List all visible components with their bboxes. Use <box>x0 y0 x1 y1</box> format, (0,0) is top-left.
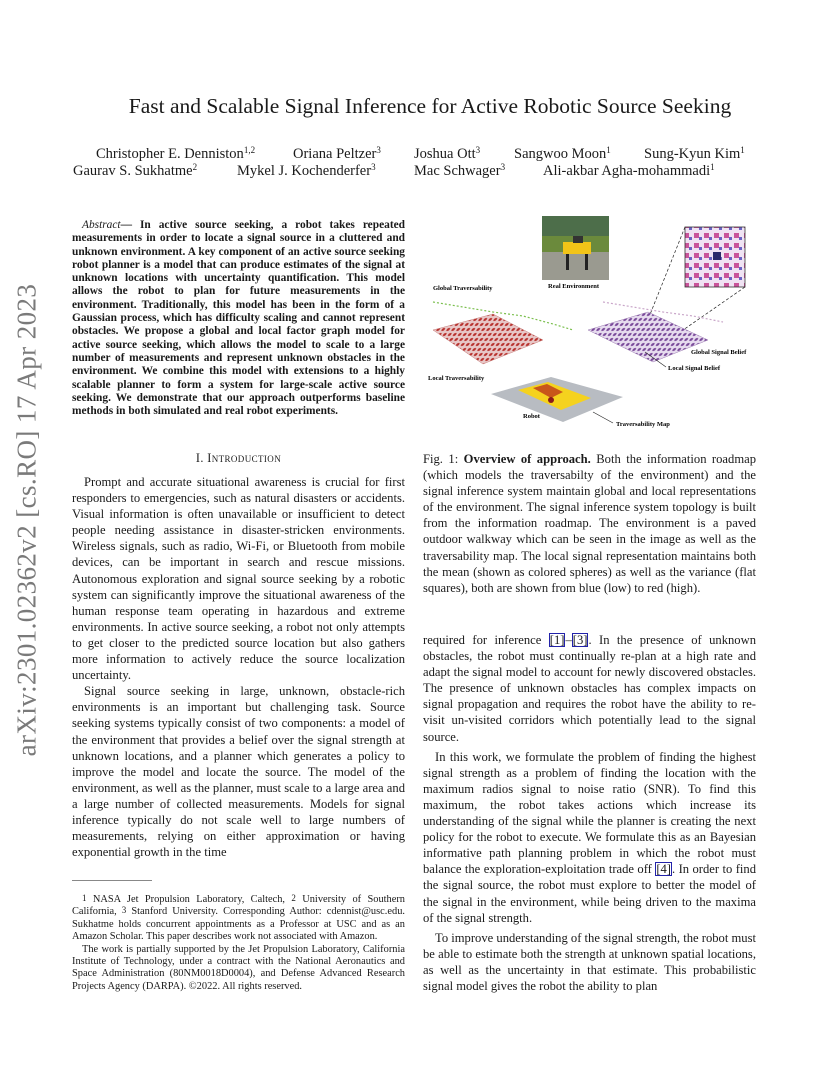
label-traversability-map: Traversability Map <box>616 421 670 428</box>
footnote-rule <box>72 880 152 881</box>
author: Mykel J. Kochenderfer$^3$ <box>237 162 376 179</box>
author: Oriana Peltzer$^3$ <box>293 145 381 162</box>
arxiv-stamp <box>6 280 48 760</box>
section-heading: I. Introduction <box>195 451 282 465</box>
citation-link[interactable]: [3] <box>572 633 588 647</box>
abstract: Abstract— In active source seeking, a robot takes repeated measurements in order to locate a signal source in a cluttered and unknown environment. A key component of an active source seeking robot planner is a model that can produce estimates of the signal at unknown locations with uncertainty quantification. This model allows the robot to plan for future measurements in the environment. Traditionally, this model has been in the form of a Gaussian process, which has difficulty scaling and cannot represent obstacles. We propose a global and local factor graph model for active source seeking, which allows the model to scale to a large number of measurements and represent unknown obstacles in the environment. We combine this model with extensions to a highly scalable planner to form a system for large-scale active source seeking. We demonstrate that our approach outperforms baseline methods in both simulated and real robot experiments. <box>72 219 405 418</box>
label-robot: Robot <box>523 413 540 420</box>
paragraph: required for inference [1]–[3]. In the presence of unknown obstacles, the robot must continually re-plan at a high rate and adapt the signal model to account for newly discovered obstacles. The presence of unknown obstacles has complex impacts on signal propagation and requires the robot have the ability to re-visit un-visited corridors which potentially lead to the signal source. <box>423 633 756 744</box>
label-local-traversability: Local Traversability <box>428 375 485 382</box>
real-environment-photo <box>542 216 609 280</box>
citation-link[interactable]: [4] <box>656 862 671 877</box>
paragraph: To improve understanding of the signal strength, the robot must be able to estimate both the strength at unknown spatial locations, as well as the uncertainty in that estimate. This probabilistic signal model gives the robot the ability to plan <box>423 930 756 993</box>
arxiv-id: arXiv:2301.02362v2 [cs.RO] 17 Apr 2023 <box>11 283 42 757</box>
local-traversability-mat <box>433 314 543 364</box>
caption-label: Fig. 1: <box>423 452 459 466</box>
caption-title: Overview of approach. <box>463 452 591 466</box>
signal-inset <box>685 227 745 287</box>
author: Sung-Kyun Kim$^1$ <box>644 145 745 162</box>
paper-title: Fast and Scalable Signal Inference for Active Robotic Source Seeking <box>128 94 732 118</box>
abstract-text: In active source seeking, a robot takes repeated measurements in order to locate a signal source in a cluttered and unknown environment. A key component of an active source seeking robot planner is a model that can produce estimates of the signal at unknown locations with uncertainty quantification. This model allows the robot to plan for future measurements in the environment. Traditionally, this model has been in the form of a Gaussian process, which has difficulty scaling and cannot represent obstacles. We propose a global and local factor graph model for active source seeking, which allows the model to scale to a large number of measurements and represent unknown obstacles in the environment. We combine this model with extensions to a highly scalable planner to form a system for large-scale active source seeking. We demonstrate that our approach outperforms baseline methods in both simulated and real robot experiments. <box>72 219 405 418</box>
figure-1 <box>423 212 763 438</box>
author: Sangwoo Moon$^1$ <box>514 145 611 162</box>
label-local-signal-belief: Local Signal Belief <box>668 365 720 372</box>
footnotes <box>72 894 405 993</box>
author: Ali-akbar Agha-mohammadi$^1$ <box>543 162 715 179</box>
author-list <box>65 146 795 186</box>
author: Christopher E. Denniston$^{1,2}$ <box>96 145 256 162</box>
author: Gaurav S. Sukhatme$^2$ <box>73 162 198 179</box>
figure-caption <box>423 451 756 596</box>
author: Joshua Ott$^3$ <box>414 145 481 162</box>
label-real-environment: Real Environment <box>548 283 599 290</box>
footnote-funding: The work is partially supported by the Jet Propulsion Laboratory, California Institute of Technology, under a contract with the National Aeronautics and Space Administration (80NM0018D0004), and Defense Advanced Research Projects Agency (DARPA). ©2022. All rights reserved. <box>72 943 405 992</box>
figure-1-graphic <box>423 212 763 438</box>
abstract-label: Abstract <box>82 219 121 231</box>
paragraph: Prompt and accurate situational awareness is crucial for first responders to emergencies, such as natural disasters or accidents. Visual information is often unavailable or insufficient to detect people needing assistance in disaster-stricken environments. Wireless signals, such as radio, Wi-Fi, or Bluetooth from mobile devices, can be important in search and rescue missions. Autonomous exploration and signal source seeking by a robotic system can significantly improve the situational awareness of the human response team operating in hazardous and extreme environments. In active source seeking, a robot not only attempts to get closer to the predicted source location but also gathers more information to actively reduce the source localization uncertainty. <box>72 475 405 683</box>
right-column-body <box>423 632 756 994</box>
intro-body <box>72 474 405 860</box>
paragraph: Signal source seeking in large, unknown, obstacle-rich environments is an important but challenging task. Source seeking systems typically consist of two components: a model of the environment that provides a belief over the signal strength at unknown locations, and a planner which generates a policy to improve the model and locate the source. The model of the environment, as well as the planner, must scale to a large area and a large number of collected measurements. Models for signal inference typically do not scale well to large numbers of measurements, relying on either approximation or having exponential growth in the time <box>72 684 405 860</box>
caption-text: Both the information roadmap (which models the traversabilty of the environment) and the signal inference system maintain global and local representations of the environment. The signal inference system topology is built from the information roadmap. The environment is a paved outdoor walkway which can be seen in the image as well as the traversability map. The local signal representation maintains both the mean (shown as colored spheres) as well as the variance (flat squares), both are shown from blue (low) to red (high). <box>423 452 756 595</box>
label-global-signal-belief: Global Signal Belief <box>691 349 747 356</box>
author: Mac Schwager$^3$ <box>414 162 506 179</box>
paragraph: In this work, we formulate the problem of finding the highest signal strength as a problem of finding the location with the maximum radios signal to noise ratio (SNR). To find this maximum, the robot takes actions which increase its understanding of the signal while the planner is creating the next policy for the robot to execute. We formulate this as an Bayesian informative path planning problem in which the robot must balance the exploration-exploitation trade off [4]. In order to find the signal source, the robot must explore to better the model of the signal in the environment, while being driven to the maxima of the signal strength. <box>423 749 756 925</box>
traversability-map <box>491 377 623 422</box>
label-global-traversability: Global Traversability <box>433 285 493 292</box>
citation-link[interactable]: [1] <box>549 633 565 647</box>
footnote-affiliations: $^1$ NASA Jet Propulsion Laboratory, Caltech, $^2$ University of Southern California, $^3$ Stanford University. Corresponding Author: cdennist@usc.edu. Sukhatme holds concurrent appointments as a Professor at USC and as an Amazon Scholar. This paper describes work not associated with Amazon. <box>72 893 405 943</box>
